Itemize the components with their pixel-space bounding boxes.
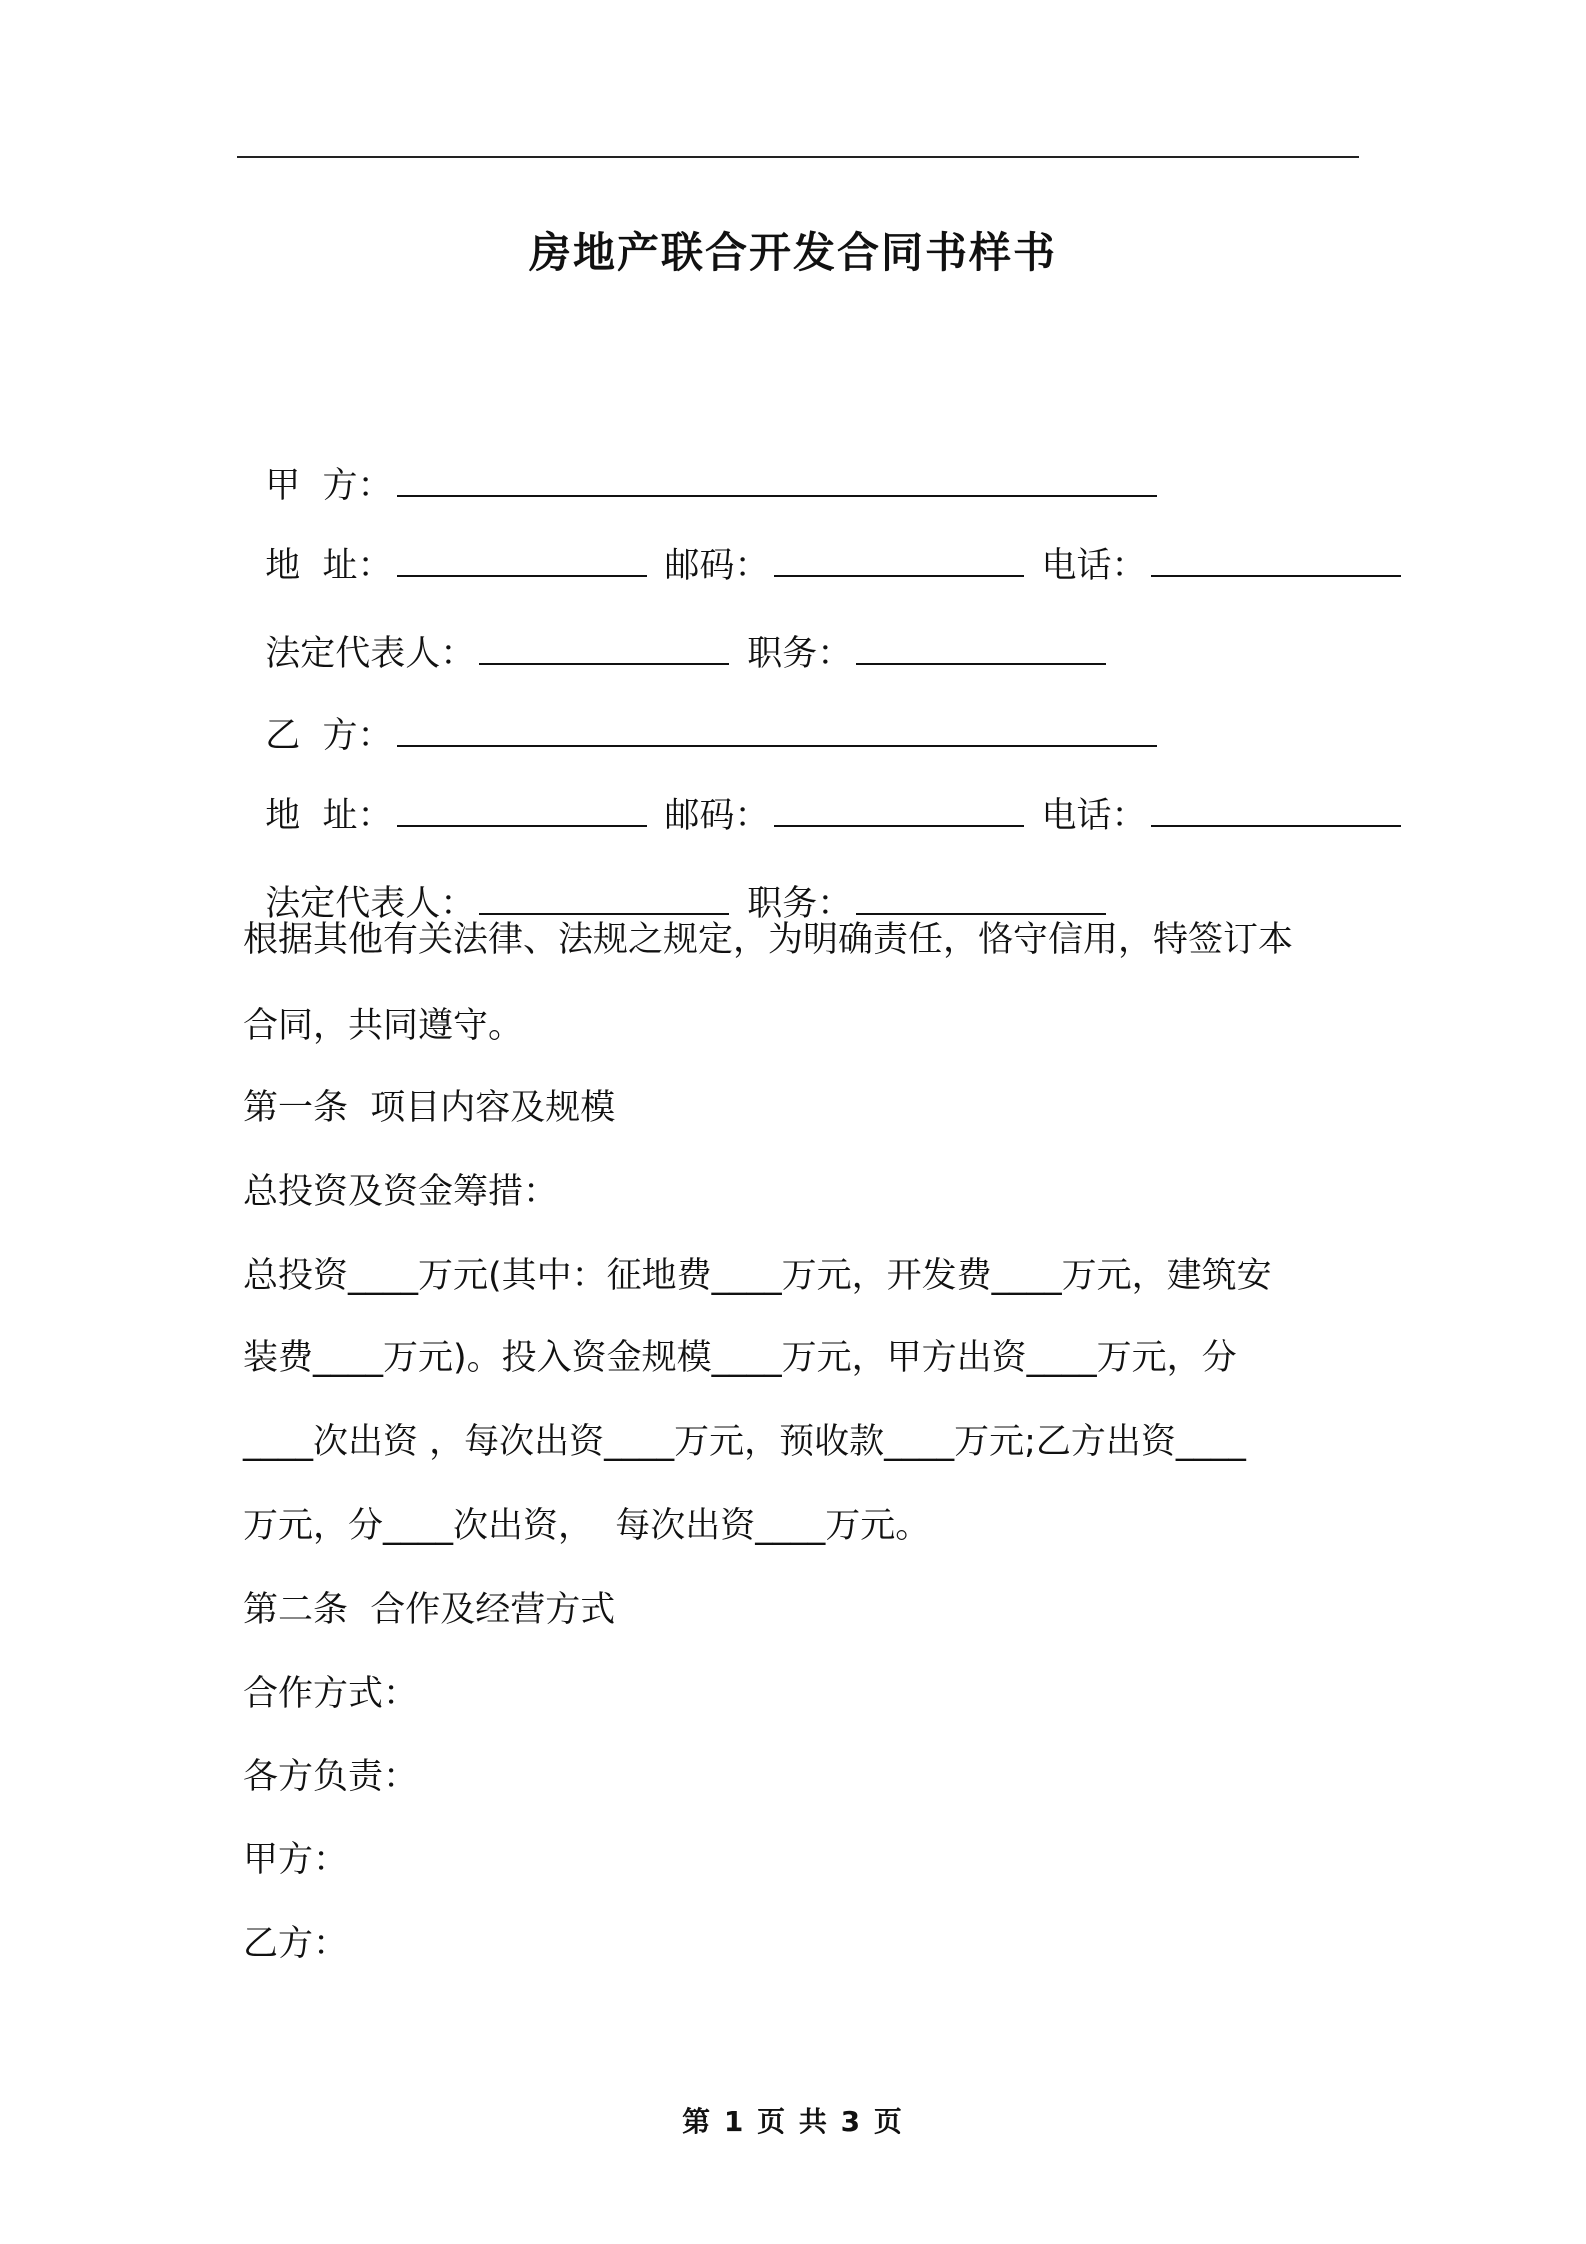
party-b-rep-label: 法定代表人： [265,884,476,924]
party-b-postcode-blank[interactable] [774,795,1024,827]
party-a-address-blank[interactable] [397,545,647,577]
party-b-phone-blank[interactable] [1151,795,1401,827]
investment-heading: 总投资及资金筹措： [243,1172,559,1212]
party-a-phone-blank[interactable] [1151,545,1401,577]
investment-text-line-2: 装费____万元)。投入资金规模____万元，甲方出资____万元，分 [243,1338,1237,1378]
party-b-postcode-label: 邮码： [664,796,770,836]
footer-page-number: 1 [723,2105,746,2138]
footer-prefix: 第 [682,2105,713,2138]
party-b-address-blank[interactable] [397,795,647,827]
party-b-address-label: 地 址： [265,796,393,836]
cooperation-label: 合作方式： [243,1674,419,1714]
party-b-phone-label: 电话： [1041,796,1147,836]
party-b-name-label: 乙 方： [265,716,393,756]
party-a-postcode-blank[interactable] [774,545,1024,577]
article-2-heading: 第二条 合作及经营方式 [243,1590,616,1630]
party-a-position-label: 职务： [747,634,853,674]
party-a-position-blank[interactable] [856,633,1106,665]
party-b-rep-row [243,838,1110,926]
investment-text-line-4: 万元，分____次出资， 每次出资____万元。 [243,1506,931,1546]
responsibility-label: 各方负责： [243,1757,419,1797]
header-rule [237,156,1359,158]
investment-text-line-1: 总投资____万元(其中：征地费____万元，开发费____万元，建筑安 [243,1256,1272,1296]
party-b-position-blank[interactable] [856,883,1106,915]
party-a-phone-label: 电话： [1041,546,1147,586]
party-a-name-label: 甲 方： [265,466,393,506]
party-a-postcode-label: 邮码： [664,546,770,586]
party-a-rep-row [243,588,1110,676]
party-b-contact-row [243,750,1405,838]
intro-text-line-1: 根据其他有关法律、法规之规定，为明确责任，恪守信用，特签订本 [243,920,1294,960]
party-b-position-label: 职务： [747,884,853,924]
party-a-name-row [243,420,1161,508]
party-a-address-label: 地 址： [265,546,393,586]
footer-suffix: 页 [873,2105,904,2138]
footer-mid: 页 共 [757,2105,829,2138]
party-a-short-label: 甲方： [243,1840,349,1880]
investment-text-line-3: ____次出资 ，每次出资____万元，预收款____万元;乙方出资____ [243,1422,1246,1462]
party-a-contact-row [243,500,1405,588]
party-a-name-blank[interactable] [397,465,1157,497]
page-footer [0,2100,1586,2140]
article-1-heading: 第一条 项目内容及规模 [243,1088,616,1128]
document-title: 房地产联合开发合同书样书 [528,228,1057,277]
party-b-rep-blank[interactable] [479,883,729,915]
party-a-rep-label: 法定代表人： [265,634,476,674]
party-a-rep-blank[interactable] [479,633,729,665]
footer-page-total: 3 [840,2105,863,2138]
party-b-name-blank[interactable] [397,715,1157,747]
party-b-name-row [243,670,1161,758]
intro-text-line-2: 合同，共同遵守。 [243,1006,524,1046]
party-b-short-label: 乙方： [243,1924,349,1964]
